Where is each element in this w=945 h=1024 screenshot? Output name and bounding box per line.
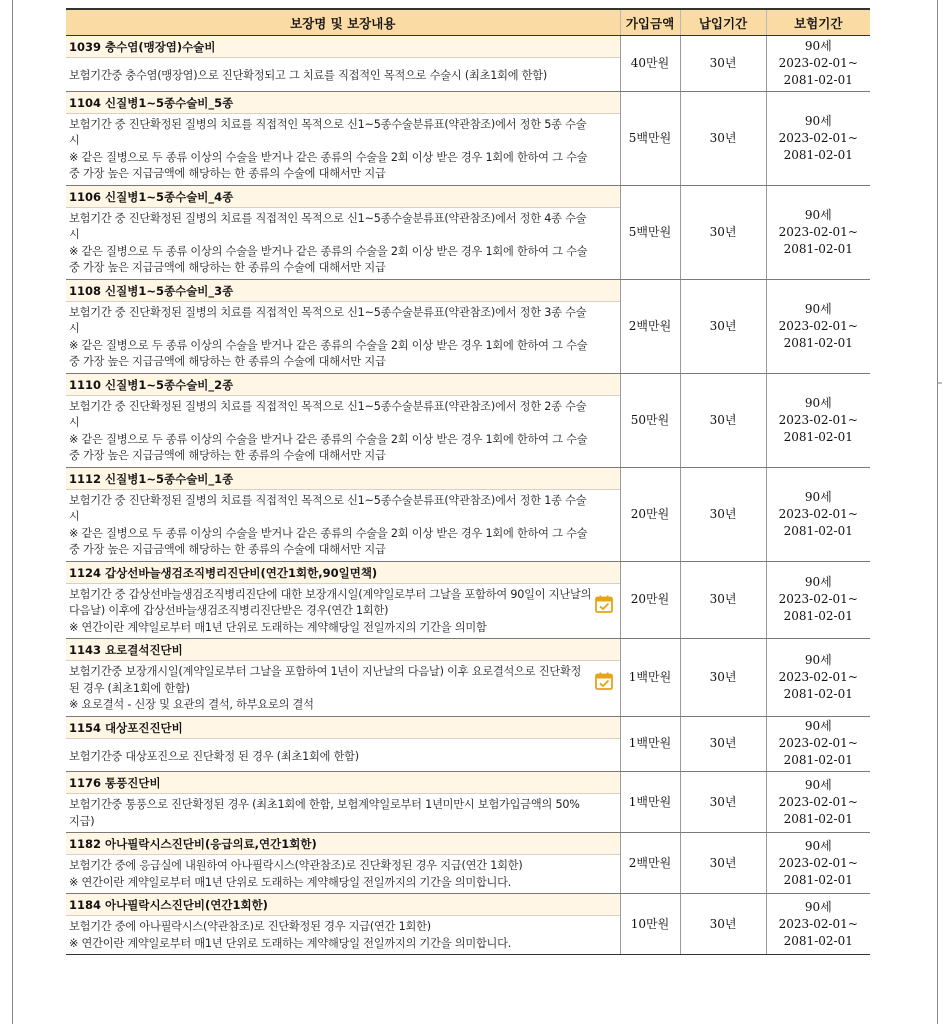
payment-period-cell: 30년 bbox=[680, 639, 766, 717]
coverage-cell bbox=[66, 36, 620, 92]
insurance-period-cell bbox=[766, 833, 870, 894]
table-row bbox=[66, 716, 870, 772]
table-row bbox=[66, 467, 870, 561]
coverage-description bbox=[66, 584, 620, 639]
insurance-period-cell bbox=[766, 894, 870, 955]
insurance-period-line: 2081-02-01 bbox=[783, 811, 853, 826]
coverage-description bbox=[66, 739, 620, 772]
description-line: ※ 연간이란 계약일로부터 매1년 단위로 도래하는 계약해당일 전일까지의 기간을 의미합니다. bbox=[69, 875, 512, 889]
insurance-period-line: 2081-02-01 bbox=[783, 872, 853, 887]
amount-cell: 1백만원 bbox=[620, 716, 680, 772]
coverage-title: 1110 신질병1~5종수술비_2종 bbox=[66, 374, 620, 396]
coverage-title: 1124 갑상선바늘생검조직병리진단비(연간1회한,90일면책) bbox=[66, 562, 620, 584]
insurance-period-line: 2081-02-01 bbox=[783, 933, 853, 948]
insurance-period-line: 2023-02-01~ bbox=[778, 592, 858, 607]
amount-cell: 2백만원 bbox=[620, 833, 680, 894]
coverage-title: 1104 신질병1~5종수술비_5종 bbox=[66, 92, 620, 114]
coverage-description bbox=[66, 114, 620, 185]
insurance-period-line: 2023-02-01~ bbox=[778, 506, 858, 521]
header-coverage-name: 보장명 및 보장내용 bbox=[66, 9, 620, 36]
coverage-title: 1154 대상포진진단비 bbox=[66, 717, 620, 739]
coverage-title: 1108 신질병1~5종수술비_3종 bbox=[66, 280, 620, 302]
insurance-period-line: 90세 bbox=[804, 489, 832, 504]
coverage-description bbox=[66, 302, 620, 373]
amount-cell: 20만원 bbox=[620, 561, 680, 639]
description-line: ※ 같은 질병으로 두 종류 이상의 수술을 받거나 같은 종류의 수술을 2회 이상 받은 경우 1회에 한하여 그 수술 중 가장 높은 지급금액에 해당하는 한 종류의 수술에 대해서만 지급 bbox=[69, 338, 588, 368]
payment-period-cell: 30년 bbox=[680, 716, 766, 772]
table-row bbox=[66, 772, 870, 833]
table-row bbox=[66, 561, 870, 639]
description-line: 보험기간중 통풍으로 진단확정된 경우 (최초1회에 한함, 보험계약일로부터 1년미만시 보험가입금액의 50% 지급) bbox=[69, 798, 580, 828]
insurance-period-line: 90세 bbox=[804, 777, 832, 792]
coverage-cell bbox=[66, 467, 620, 561]
insurance-period-cell bbox=[766, 467, 870, 561]
insurance-period-line: 90세 bbox=[804, 575, 832, 590]
insurance-period-line: 2081-02-01 bbox=[783, 72, 853, 87]
coverage-description bbox=[66, 58, 620, 91]
insurance-period-line: 2023-02-01~ bbox=[778, 669, 858, 684]
insurance-period-line: 2081-02-01 bbox=[783, 609, 853, 624]
payment-period-cell: 30년 bbox=[680, 279, 766, 373]
table-row bbox=[66, 36, 870, 92]
insurance-period-line: 2023-02-01~ bbox=[778, 916, 858, 931]
insurance-period-line: 90세 bbox=[804, 113, 832, 128]
insurance-period-line: 90세 bbox=[804, 395, 832, 410]
insurance-period-line: 90세 bbox=[804, 38, 832, 53]
insurance-period-line: 2023-02-01~ bbox=[778, 855, 858, 870]
insurance-period-line: 2023-02-01~ bbox=[778, 736, 858, 751]
coverage-description bbox=[66, 794, 620, 832]
table-row bbox=[66, 639, 870, 717]
description-line: 보험기간 중 진단확정된 질병의 치료를 직접적인 목적으로 신1~5종수술분류표(약관참조)에서 정한 1종 수술시 bbox=[69, 493, 587, 523]
insurance-period-line: 90세 bbox=[804, 899, 832, 914]
table-row bbox=[66, 894, 870, 955]
coverage-cell bbox=[66, 561, 620, 639]
coverage-description bbox=[66, 661, 620, 716]
description-line: 보험기간 중 진단확정된 질병의 치료를 직접적인 목적으로 신1~5종수술분류표(약관참조)에서 정한 5종 수술시 bbox=[69, 117, 587, 147]
payment-period-cell: 30년 bbox=[680, 373, 766, 467]
description-line: 보험기간중 대상포진으로 진단확정 된 경우 (최초1회에 한함) bbox=[69, 749, 359, 763]
coverage-description bbox=[66, 855, 620, 893]
coverage-title: 1182 아나필락시스진단비(응급의료,연간1회한) bbox=[66, 833, 620, 855]
coverage-title: 1176 통풍진단비 bbox=[66, 772, 620, 794]
table-row bbox=[66, 185, 870, 279]
coverage-cell bbox=[66, 772, 620, 833]
payment-period-cell: 30년 bbox=[680, 36, 766, 92]
insurance-period-line: 2023-02-01~ bbox=[778, 55, 858, 70]
amount-cell: 1백만원 bbox=[620, 639, 680, 717]
scrollbar-tick bbox=[938, 382, 942, 384]
insurance-period-cell bbox=[766, 373, 870, 467]
description-line: ※ 같은 질병으로 두 종류 이상의 수술을 받거나 같은 종류의 수술을 2회 이상 받은 경우 1회에 한하여 그 수술 중 가장 높은 지급금액에 해당하는 한 종류의 수술에 대해서만 지급 bbox=[69, 526, 588, 556]
table-row bbox=[66, 373, 870, 467]
insurance-period-line: 2023-02-01~ bbox=[778, 318, 858, 333]
insurance-period-cell bbox=[766, 185, 870, 279]
description-line: ※ 같은 질병으로 두 종류 이상의 수술을 받거나 같은 종류의 수술을 2회 이상 받은 경우 1회에 한하여 그 수술 중 가장 높은 지급금액에 해당하는 한 종류의 수술에 대해서만 지급 bbox=[69, 150, 588, 180]
insurance-period-cell bbox=[766, 639, 870, 717]
coverage-title: 1106 신질병1~5종수술비_4종 bbox=[66, 186, 620, 208]
insurance-period-cell bbox=[766, 279, 870, 373]
insurance-period-cell bbox=[766, 772, 870, 833]
amount-cell: 5백만원 bbox=[620, 185, 680, 279]
payment-period-cell: 30년 bbox=[680, 91, 766, 185]
coverage-cell bbox=[66, 639, 620, 717]
payment-period-cell: 30년 bbox=[680, 185, 766, 279]
amount-cell: 1백만원 bbox=[620, 772, 680, 833]
coverage-cell bbox=[66, 833, 620, 894]
coverage-cell bbox=[66, 894, 620, 955]
table-header-row bbox=[66, 9, 870, 36]
insurance-period-line: 2081-02-01 bbox=[783, 686, 853, 701]
insurance-period-line: 90세 bbox=[804, 652, 832, 667]
coverage-cell bbox=[66, 373, 620, 467]
insurance-period-line: 2081-02-01 bbox=[783, 523, 853, 538]
insurance-period-cell bbox=[766, 91, 870, 185]
description-line: 보험기간 중 갑상선바늘생검조직병리진단에 대한 보장개시일(계약일로부터 그날을 포함하여 90일이 지난날의 다음날) 이후에 갑상선바늘생검조직병리진단받은 경우(연간 1회한) bbox=[69, 587, 592, 617]
coverage-description bbox=[66, 916, 620, 954]
description-line: 보험기간 중에 아나필락시스(약관참조)로 진단확정된 경우 지급(연간 1회한) bbox=[69, 920, 431, 933]
insurance-period-line: 2081-02-01 bbox=[783, 429, 853, 444]
description-line: ※ 같은 질병으로 두 종류 이상의 수술을 받거나 같은 종류의 수술을 2회 이상 받은 경우 1회에 한하여 그 수술 중 가장 높은 지급금액에 해당하는 한 종류의 수술에 대해서만 지급 bbox=[69, 432, 588, 462]
description-line: ※ 연간이란 계약일로부터 매1년 단위로 도래하는 계약해당일 전일까지의 기간을 의미합니다. bbox=[69, 936, 512, 950]
insurance-period-line: 2023-02-01~ bbox=[778, 224, 858, 239]
amount-cell: 40만원 bbox=[620, 36, 680, 92]
insurance-period-line: 2081-02-01 bbox=[783, 241, 853, 256]
coverage-cell bbox=[66, 716, 620, 772]
description-line: 보험기간 중 진단확정된 질병의 치료를 직접적인 목적으로 신1~5종수술분류표(약관참조)에서 정한 4종 수술시 bbox=[69, 211, 587, 241]
payment-period-cell: 30년 bbox=[680, 894, 766, 955]
coverage-cell bbox=[66, 91, 620, 185]
insurance-period-line: 2081-02-01 bbox=[783, 335, 853, 350]
table-row bbox=[66, 91, 870, 185]
coverage-title: 1112 신질병1~5종수술비_1종 bbox=[66, 468, 620, 490]
coverage-description bbox=[66, 208, 620, 279]
description-line: 보험기간중 충수염(맹장염)으로 진단확정되고 그 치료를 직접적인 목적으로 수술시 (최초1회에 한함) bbox=[69, 69, 548, 82]
description-line: ※ 연간이란 계약일로부터 매1년 단위로 도래하는 계약해당일 전일까지의 기간을 의미함 bbox=[69, 620, 487, 634]
description-line: 보험기간 중에 응급실에 내원하여 아나필락시스(약관참조)로 진단확정된 경우 지급(연간 1회한) bbox=[69, 859, 523, 872]
payment-period-cell: 30년 bbox=[680, 772, 766, 833]
description-line: 보험기간 중 진단확정된 질병의 치료를 직접적인 목적으로 신1~5종수술분류표(약관참조)에서 정한 3종 수술시 bbox=[69, 305, 587, 335]
description-line: ※ 요로결석 - 신장 및 요관의 결석, 하부요로의 결석 bbox=[69, 698, 314, 711]
insurance-period-line: 2023-02-01~ bbox=[778, 130, 858, 145]
header-amount: 가입금액 bbox=[620, 9, 680, 36]
insurance-period-line: 90세 bbox=[804, 301, 832, 316]
table-row bbox=[66, 833, 870, 894]
insurance-period-line: 2023-02-01~ bbox=[778, 794, 858, 809]
coverage-description bbox=[66, 490, 620, 561]
amount-cell: 2백만원 bbox=[620, 279, 680, 373]
description-line: 보험기간중 보장개시일(계약일로부터 그날을 포함하여 1년이 지난날의 다음날) 이후 요로결석으로 진단확정 된 경우 (최초1회에 한함) bbox=[69, 665, 582, 695]
header-payment-period: 납입기간 bbox=[680, 9, 766, 36]
amount-cell: 50만원 bbox=[620, 373, 680, 467]
payment-period-cell: 30년 bbox=[680, 833, 766, 894]
insurance-period-line: 2081-02-01 bbox=[783, 753, 853, 768]
coverage-description bbox=[66, 396, 620, 467]
insurance-period-line: 2023-02-01~ bbox=[778, 412, 858, 427]
insurance-period-line: 90세 bbox=[804, 207, 832, 222]
amount-cell: 20만원 bbox=[620, 467, 680, 561]
coverage-cell bbox=[66, 185, 620, 279]
insurance-period-line: 2081-02-01 bbox=[783, 147, 853, 162]
amount-cell: 10만원 bbox=[620, 894, 680, 955]
header-insurance-period: 보험기간 bbox=[766, 9, 870, 36]
insurance-period-cell bbox=[766, 561, 870, 639]
coverage-table bbox=[66, 8, 870, 955]
calendar-check-icon[interactable] bbox=[594, 671, 614, 691]
description-line: 보험기간 중 진단확정된 질병의 치료를 직접적인 목적으로 신1~5종수술분류표(약관참조)에서 정한 2종 수술시 bbox=[69, 399, 587, 429]
payment-period-cell: 30년 bbox=[680, 467, 766, 561]
payment-period-cell: 30년 bbox=[680, 561, 766, 639]
table-row bbox=[66, 279, 870, 373]
calendar-check-icon[interactable] bbox=[594, 594, 614, 614]
insurance-period-cell bbox=[766, 36, 870, 92]
insurance-period-cell bbox=[766, 716, 870, 772]
coverage-title: 1184 아나필락시스진단비(연간1회한) bbox=[66, 894, 620, 916]
insurance-period-line: 90세 bbox=[804, 719, 832, 734]
coverage-title: 1039 충수염(맹장염)수술비 bbox=[66, 36, 620, 58]
insurance-period-line: 90세 bbox=[804, 838, 832, 853]
description-line: ※ 같은 질병으로 두 종류 이상의 수술을 받거나 같은 종류의 수술을 2회 이상 받은 경우 1회에 한하여 그 수술 중 가장 높은 지급금액에 해당하는 한 종류의 수술에 대해서만 지급 bbox=[69, 244, 588, 274]
coverage-title: 1143 요로결석진단비 bbox=[66, 639, 620, 661]
coverage-cell bbox=[66, 279, 620, 373]
amount-cell: 5백만원 bbox=[620, 91, 680, 185]
